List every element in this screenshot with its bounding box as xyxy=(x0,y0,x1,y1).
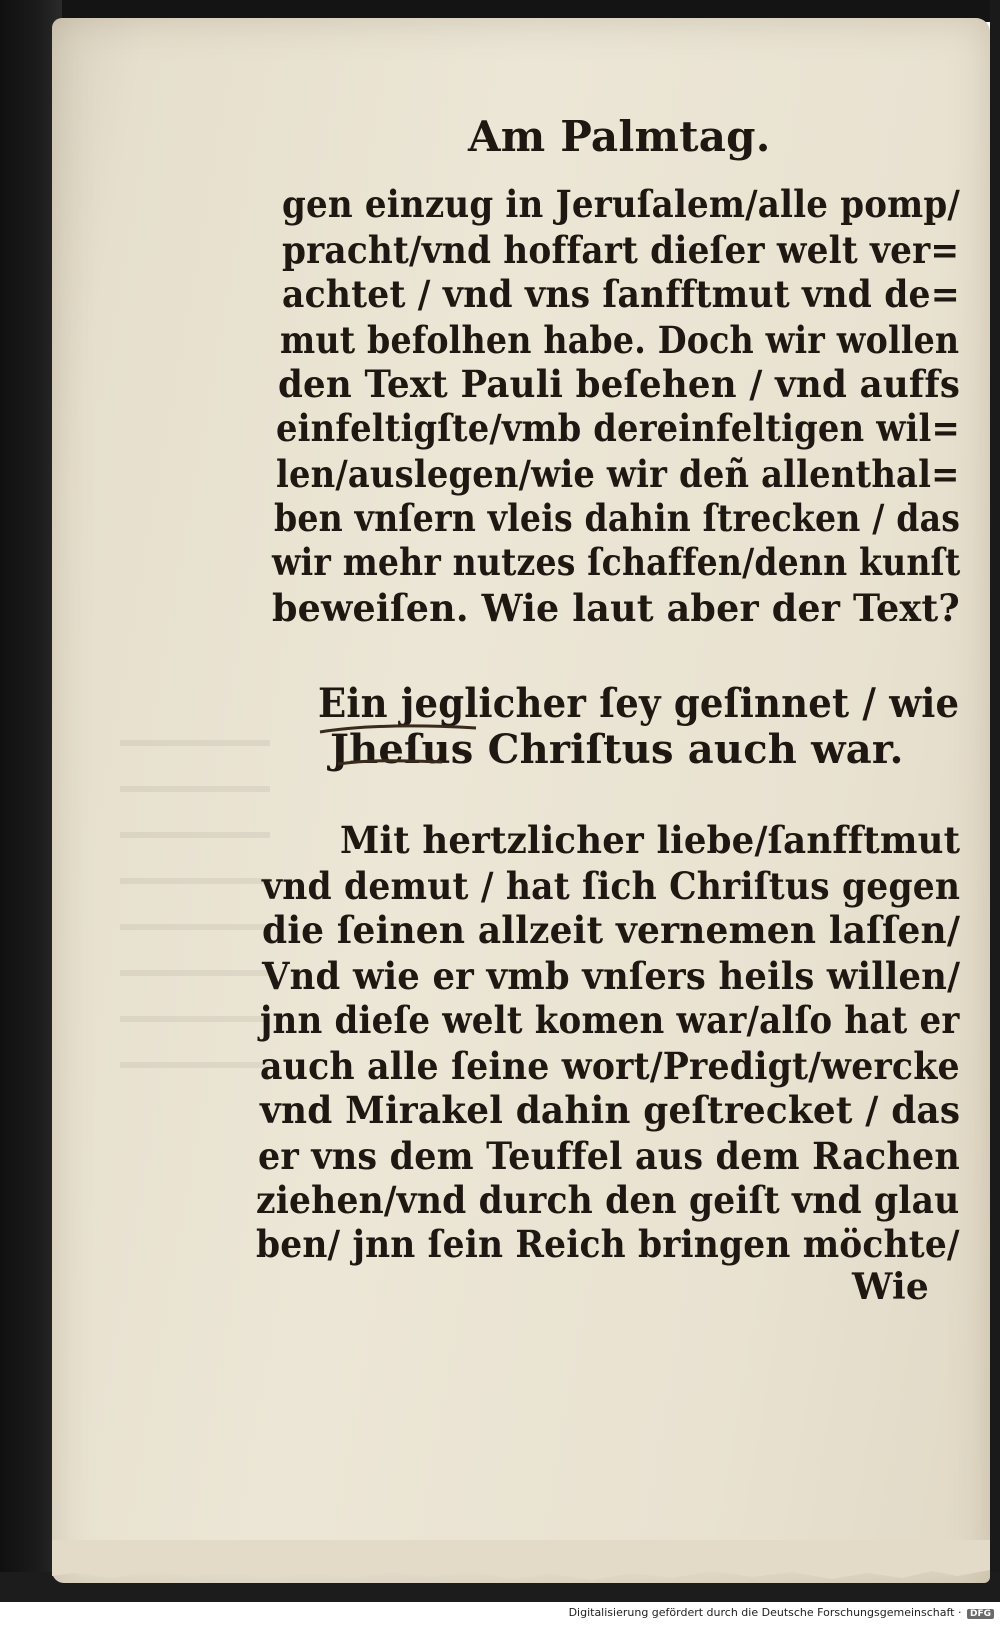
text-line: die ſeinen allzeit vernemen laſſen/ xyxy=(262,908,961,952)
text-line: vnd Mirakel dahin geſtrecket / das xyxy=(260,1088,961,1132)
text-line: pracht/vnd hoffart dieſer welt ver= xyxy=(282,228,960,272)
footer-text: Digitalisierung gefördert durch die Deutsche Forschungsgemeinschaft · xyxy=(568,1606,962,1619)
text-line: gen einzug in Jeruſalem/alle pomp/ xyxy=(282,182,961,226)
running-head: Am Palmtag. xyxy=(468,112,771,161)
torn-page-edge xyxy=(52,1540,990,1586)
ink-bleed-through xyxy=(120,740,270,1100)
text-line: achtet / vnd vns ſanfftmut vnd de= xyxy=(282,272,960,316)
text-line: einfeltigſte/vmb dereinfeltigen wil= xyxy=(276,406,960,450)
catchword: Wie xyxy=(852,1266,929,1308)
text-line: er vns dem Teuffel aus dem Rachen xyxy=(258,1134,960,1178)
text-line: jnn dieſe welt komen war/alſo hat er xyxy=(260,998,960,1042)
text-line: ben vnſern vleis dahin ſtrecken / das xyxy=(274,496,961,540)
text-line: mut befolhen habe. Doch wir wollen xyxy=(280,318,960,362)
section-heading-line: Jheſus Chriſtus auch war. xyxy=(330,726,904,773)
text-line: beweiſen. Wie laut aber der Text? xyxy=(272,586,960,630)
digitization-footer xyxy=(569,1606,994,1619)
text-line: len/auslegen/wie wir deñ allenthal= xyxy=(276,452,960,496)
handwritten-underline xyxy=(318,708,478,768)
dfg-logo: DFG xyxy=(967,1609,994,1619)
text-line: Vnd wie er vmb vnſers heils willen/ xyxy=(262,954,961,998)
text-line: Mit hertzlicher liebe/ſanfftmut xyxy=(340,818,961,862)
text-line: vnd demut / hat ſich Chriſtus gegen xyxy=(262,864,961,908)
scan-right-edge xyxy=(990,0,1000,1600)
text-line: ziehen/vnd durch den geiſt vnd glau xyxy=(256,1178,960,1222)
section-heading-line: Ein jeglicher ſey geſinnet / wie xyxy=(318,680,960,727)
text-line: den Text Pauli beſehen / vnd auffs xyxy=(278,362,961,406)
text-line: wir mehr nutzes ſchaffen/denn kunſt xyxy=(272,540,961,584)
text-line: ben/ jnn ſein Reich bringen möchte/ xyxy=(256,1222,960,1266)
text-line: auch alle ſeine wort/Predigt/wercke xyxy=(260,1044,960,1088)
